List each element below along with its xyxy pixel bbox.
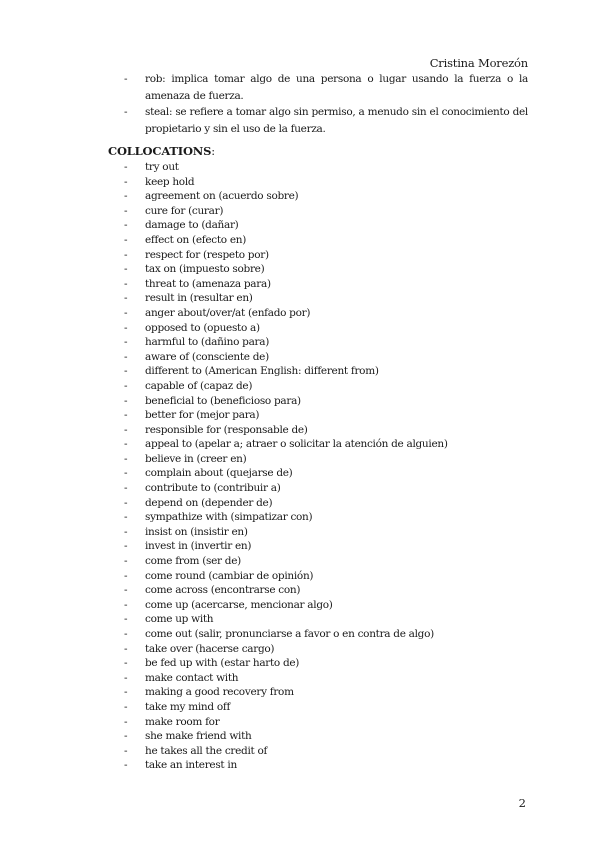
list-item [124,262,448,277]
collocation-text: believe in (creer en) [145,452,247,465]
list-bullet: - [124,73,128,85]
list-item [124,233,448,248]
list-item [124,496,448,511]
collocation-text: opposed to (opuesto a) [145,321,260,334]
intro-item-text: steal: se refiere a tomar algo sin permiso, a menudo sin el conocimiento del propietario y sin el uso de la fuerza. [145,106,528,135]
list-item [124,598,448,613]
list-bullet: - [124,642,128,655]
list-bullet: - [124,204,128,217]
collocation-text: damage to (dañar) [145,219,239,232]
list-item [124,656,448,671]
collocation-text: cure for (curar) [145,204,224,217]
list-bullet: - [124,511,128,524]
list-bullet: - [124,467,128,480]
collocation-text: invest in (invertir en) [145,540,252,553]
list-bullet: - [124,248,128,261]
collocation-text: sympathize with (simpatizar con) [145,511,313,524]
collocation-text: tax on (impuesto sobre) [145,263,265,276]
collocation-text: responsible for (responsable de) [145,423,308,436]
list-item [124,569,448,584]
page-number: 2 [518,796,526,810]
list-bullet: - [124,525,128,538]
collocation-text: threat to (amenaza para) [145,277,271,290]
list-bullet: - [124,657,128,670]
list-item [124,394,448,409]
list-bullet: - [124,628,128,640]
list-bullet: - [124,730,128,743]
list-bullet: - [124,584,128,597]
list-bullet: - [124,106,128,118]
collocation-text: come up with [145,613,214,626]
collocation-text: come out (salir, pronunciarse a favor o en contra de algo) [145,628,434,640]
section-title-suffix: : [211,144,215,158]
list-bullet: - [124,394,128,407]
list-item [124,744,448,759]
list-bullet: - [124,277,128,290]
collocation-text: respect for (respeto por) [145,248,269,261]
collocation-text: keep hold [145,175,195,188]
collocation-text: making a good recovery from [145,686,294,699]
collocation-text: make contact with [145,671,239,684]
collocation-text: come up (acercarse, mencionar algo) [145,598,333,611]
list-bullet: - [124,482,128,495]
list-item [124,758,448,773]
collocation-text: complain about (quejarse de) [145,467,293,480]
list-bullet: - [124,686,128,699]
collocation-text: take an interest in [145,759,237,772]
list-item [124,204,448,219]
collocation-text: she make friend with [145,730,252,743]
list-bullet: - [124,365,128,378]
collocation-text: anger about/over/at (enfado por) [145,306,311,319]
list-item [124,291,448,306]
list-item [124,321,448,336]
collocation-text: beneficial to (beneficioso para) [145,394,301,407]
list-bullet: - [124,671,128,684]
list-item [124,700,448,715]
list-item [124,671,448,686]
collocation-text: insist on (insistir en) [145,525,248,538]
collocation-text: harmful to (dañino para) [145,336,269,349]
list-item [124,481,448,496]
list-bullet: - [124,613,128,626]
collocation-text: contribute to (contribuir a) [145,482,281,495]
collocation-text: depend on (depender de) [145,496,273,509]
list-bullet: - [124,700,128,713]
list-item [124,729,448,744]
collocation-text: come from (ser de) [145,555,241,568]
collocation-text: better for (mejor para) [145,409,260,422]
list-item [124,350,448,365]
section-heading [108,144,215,158]
collocation-text: appeal to (apelar a; atraer o solicitar la atención de alguien) [145,438,448,451]
collocation-text: make room for [145,715,220,728]
list-item [124,539,448,554]
collocation-text: capable of (capaz de) [145,379,253,392]
collocation-text: try out [145,161,179,173]
list-item [124,306,448,321]
list-bullet: - [124,555,128,568]
list-item [124,175,448,190]
list-bullet: - [124,219,128,232]
list-bullet: - [124,438,128,451]
collocation-text: result in (resultar en) [145,292,253,305]
list-bullet: - [124,350,128,363]
collocation-text: aware of (consciente de) [145,350,269,363]
list-item [124,364,448,379]
list-bullet: - [124,744,128,757]
section-title: COLLOCATIONS [108,144,212,158]
list-item [124,510,448,525]
list-item [124,218,448,233]
collocation-text: effect on (efecto en) [145,233,247,246]
list-item [124,189,448,204]
collocation-list [124,160,448,773]
list-item [124,248,448,263]
list-item [124,627,448,642]
list-bullet: - [124,233,128,246]
list-bullet: - [124,379,128,392]
list-bullet: - [124,190,128,203]
intro-item [124,71,528,104]
list-bullet: - [124,496,128,509]
list-bullet: - [124,321,128,334]
collocation-text: take my mind off [145,700,231,713]
list-item [124,612,448,627]
list-item [124,583,448,598]
list-bullet: - [124,409,128,422]
list-item [124,715,448,730]
list-bullet: - [124,161,128,173]
collocation-text: different to (American English: different from) [145,365,379,378]
intro-item [124,104,528,137]
intro-item-text: rob: implica tomar algo de una persona o lugar usando la fuerza o la amenaza de fuerza. [145,73,528,102]
list-bullet: - [124,263,128,276]
collocation-text: be fed up with (estar harto de) [145,657,300,670]
list-bullet: - [124,540,128,553]
list-bullet: - [124,423,128,436]
list-item [124,379,448,394]
list-item [124,642,448,657]
list-item [124,554,448,569]
list-bullet: - [124,715,128,728]
list-item [124,335,448,350]
intro-list [124,71,528,137]
collocation-text: take over (hacerse cargo) [145,642,275,655]
list-bullet: - [124,452,128,465]
list-item [124,423,448,438]
list-item [124,466,448,481]
header-author: Cristina Morezón [429,56,528,70]
list-bullet: - [124,759,128,772]
collocation-text: agreement on (acuerdo sobre) [145,190,299,203]
list-item [124,160,448,175]
list-item [124,408,448,423]
list-bullet: - [124,569,128,582]
collocation-text: he takes all the credit of [145,744,268,757]
list-bullet: - [124,598,128,611]
collocation-text: come across (encontrarse con) [145,584,301,597]
list-bullet: - [124,306,128,319]
list-item [124,452,448,467]
list-item [124,525,448,540]
collocation-text: come round (cambiar de opinión) [145,569,314,582]
list-item [124,685,448,700]
list-item [124,277,448,292]
list-item [124,437,448,452]
list-bullet: - [124,175,128,188]
list-bullet: - [124,336,128,349]
list-bullet: - [124,292,128,305]
